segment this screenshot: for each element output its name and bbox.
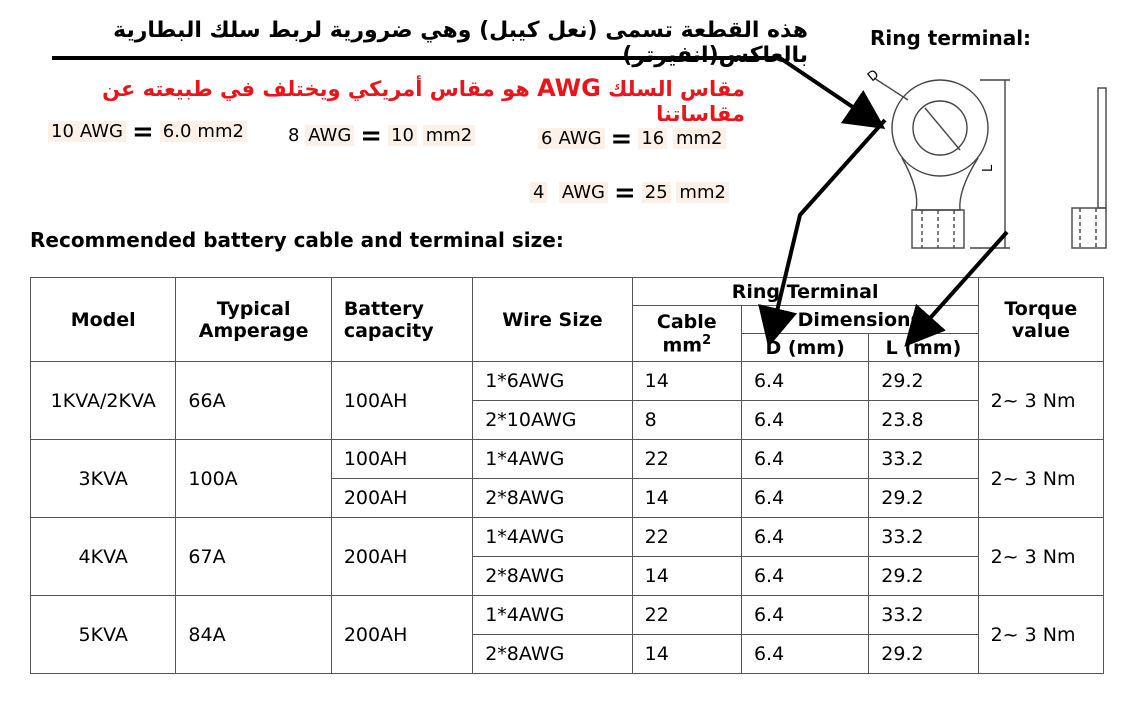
awg-number: 8 [288,125,300,146]
awg-number: 4 [530,182,547,203]
cell-d: 6.4 [741,440,868,479]
cell-wire-size: 2*8AWG [473,479,632,518]
cell-d: 6.4 [741,635,868,674]
cell-wire-size: 1*6AWG [473,362,632,401]
cell-battery-capacity: 200AH [331,596,472,674]
cell-l: 29.2 [869,635,978,674]
cell-wire-size: 2*8AWG [473,635,632,674]
cell-model: 4KVA [31,518,176,596]
cell-wire-size: 2*8AWG [473,557,632,596]
equals-icon: = [610,124,633,154]
cell-cable: 14 [632,362,741,401]
header-battery-capacity: Battery capacity [331,278,472,362]
cell-wire-size: 2*10AWG [473,401,632,440]
awg-unit: AWG [77,121,126,142]
mm-unit: mm2 [673,128,726,149]
cell-cable: 14 [632,479,741,518]
arrow-to-d-column [772,120,885,332]
cell-l: 29.2 [869,362,978,401]
cell-cable: 22 [632,440,741,479]
mm-unit: mm2 [194,121,247,142]
cell-battery-capacity: 200AH [331,518,472,596]
cell-model: 1KVA/2KVA [31,362,176,440]
cell-torque: 2~ 3 Nm [978,362,1103,440]
cell-cable: 8 [632,401,741,440]
cell-battery-capacity: 200AH [331,479,472,518]
equals-icon: = [131,117,154,147]
header-dimensions: Dimensions [741,306,978,334]
arrow-to-l-column [915,232,1007,335]
cell-d: 6.4 [741,479,868,518]
diagram-d-label: D [864,67,883,86]
header-torque-value: Torque value [978,278,1103,362]
header-cable-label: Cable [656,310,717,333]
cell-d: 6.4 [741,557,868,596]
cell-torque: 2~ 3 Nm [978,518,1103,596]
cell-wire-size: 1*4AWG [473,596,632,635]
cell-l: 33.2 [869,518,978,557]
cell-l: 29.2 [869,557,978,596]
cell-cable: 22 [632,596,741,635]
header-model: Model [31,278,176,362]
header-l-mm: L (mm) [869,334,978,362]
mm-unit: mm2 [676,182,729,203]
awg-number: 6 [538,128,555,149]
arabic-awg-note-rest: هو مقاس أمريكي ويختلف في طبيعته عن مقاساتنا [102,77,745,126]
cell-amperage: 84A [176,596,331,674]
arabic-awg-term: AWG [537,74,601,102]
diagram-l-label: L [981,164,996,172]
cell-torque: 2~ 3 Nm [978,596,1103,674]
cell-d: 6.4 [741,401,868,440]
cell-cable: 14 [632,635,741,674]
cell-torque: 2~ 3 Nm [978,440,1103,518]
awg-unit: AWG [555,128,604,149]
cell-model: 5KVA [31,596,176,674]
header-cable-unit-sup: 2 [702,332,712,348]
awg-unit: AWG [305,125,354,146]
section-title: Recommended battery cable and terminal size: [30,228,564,252]
mm-number: 16 [638,128,667,149]
header-cable-unit: mm [662,334,703,357]
header-d-mm: D (mm) [741,334,868,362]
arabic-description-line: هذه القطعة تسمى (نعل كيبل) وهي ضرورية لربط سلك البطارية بالعاكس(انفيرتر) [113,18,808,68]
cell-battery-capacity: 100AH [331,362,472,440]
cell-d: 6.4 [741,362,868,401]
cell-wire-size: 1*4AWG [473,440,632,479]
header-wire-size: Wire Size [473,278,632,362]
header-ring-terminal: Ring Terminal [632,278,978,306]
cell-wire-size: 1*4AWG [473,518,632,557]
cell-amperage: 66A [176,362,331,440]
cell-cable: 14 [632,557,741,596]
cell-amperage: 67A [176,518,331,596]
cell-l: 33.2 [869,596,978,635]
mm-number: 6.0 [160,121,195,142]
awg-number: 10 [48,121,77,142]
cell-battery-capacity: 100AH [331,440,472,479]
cell-l: 23.8 [869,401,978,440]
equals-icon: = [360,121,383,151]
mm-unit: mm2 [423,125,476,146]
cell-d: 6.4 [741,596,868,635]
header-typical-amperage: Typical Amperage [176,278,331,362]
equals-icon: = [613,178,636,208]
arabic-awg-note-prefix: مقاس السلك [600,77,745,101]
awg-unit: AWG [559,182,608,203]
cell-l: 33.2 [869,440,978,479]
cell-model: 3KVA [31,440,176,518]
mm-number: 25 [642,182,671,203]
ring-terminal-title: Ring terminal: [870,26,1032,50]
cell-l: 29.2 [869,479,978,518]
cell-d: 6.4 [741,518,868,557]
arrow-to-terminal [52,58,872,120]
mm-number: 10 [388,125,417,146]
cell-cable: 22 [632,518,741,557]
cell-amperage: 100A [176,440,331,518]
